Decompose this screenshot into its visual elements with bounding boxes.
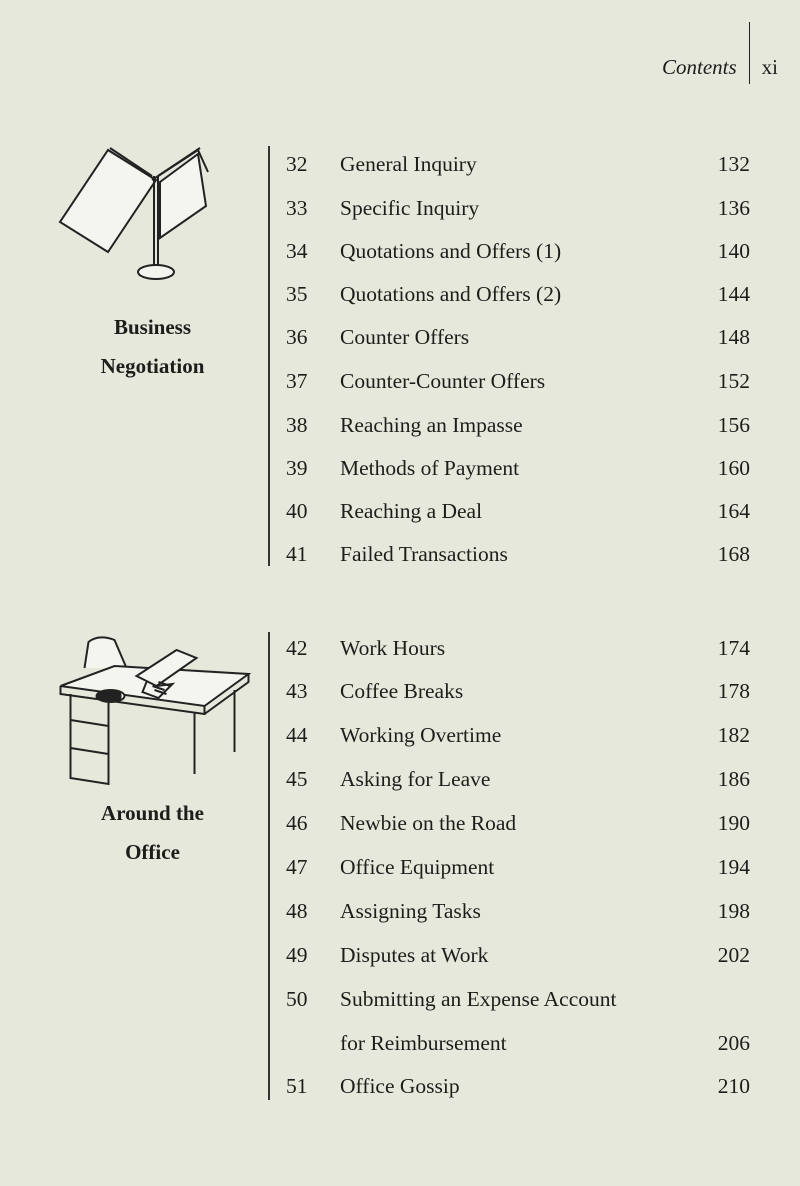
toc-entry[interactable]: 37 Counter-Counter Offers 152	[286, 369, 750, 393]
toc-entry[interactable]: 46 Newbie on the Road 190	[286, 811, 750, 835]
toc-entry[interactable]: 42 Work Hours 174	[286, 636, 750, 660]
toc-entry[interactable]: 44 Working Overtime 182	[286, 723, 750, 747]
section-label-line2: Office	[125, 840, 180, 864]
running-header	[662, 36, 778, 98]
toc-entry[interactable]: 45 Asking for Leave 186	[286, 767, 750, 791]
toc-entry[interactable]: 39 Methods of Payment 160	[286, 456, 750, 480]
desk-flags-icon	[48, 142, 253, 292]
toc-entry[interactable]: 38 Reaching an Impasse 156	[286, 413, 750, 437]
toc-entry[interactable]: 33 Specific Inquiry 136	[286, 196, 750, 220]
running-header-title: Contents	[661, 54, 737, 79]
toc-entry[interactable]: 51 Office Gossip 210	[286, 1074, 750, 1098]
section-label-line1: Business	[113, 315, 192, 339]
toc-entry[interactable]: 41 Failed Transactions 168	[286, 542, 750, 566]
toc-entry[interactable]: 35 Quotations and Offers (2) 144	[286, 282, 750, 306]
toc-entry[interactable]: 49 Disputes at Work 202	[286, 943, 750, 967]
section-label-line1: Around the	[101, 801, 204, 825]
section-divider	[268, 146, 270, 566]
toc-entry[interactable]: 50 Submitting an Expense Account for Reimbursement 206	[286, 987, 750, 1055]
toc-entry[interactable]: 40 Reaching a Deal 164	[286, 499, 750, 523]
page-number: xi	[761, 54, 778, 79]
toc-entry[interactable]: 47 Office Equipment 194	[286, 855, 750, 879]
section-label	[40, 308, 265, 386]
toc-entry[interactable]: 36 Counter Offers 148	[286, 325, 750, 349]
toc-entry[interactable]: 48 Assigning Tasks 198	[286, 899, 750, 923]
section-label-line2: Negotiation	[100, 354, 205, 378]
section-label	[40, 794, 265, 872]
toc-entry[interactable]: 34 Quotations and Offers (1) 140	[286, 239, 750, 263]
section-divider	[268, 632, 270, 1100]
toc-entry[interactable]: 32 General Inquiry 132	[286, 152, 750, 176]
toc-entry[interactable]: 43 Coffee Breaks 178	[286, 679, 750, 703]
header-divider	[749, 22, 750, 84]
office-desk-icon	[52, 628, 257, 788]
